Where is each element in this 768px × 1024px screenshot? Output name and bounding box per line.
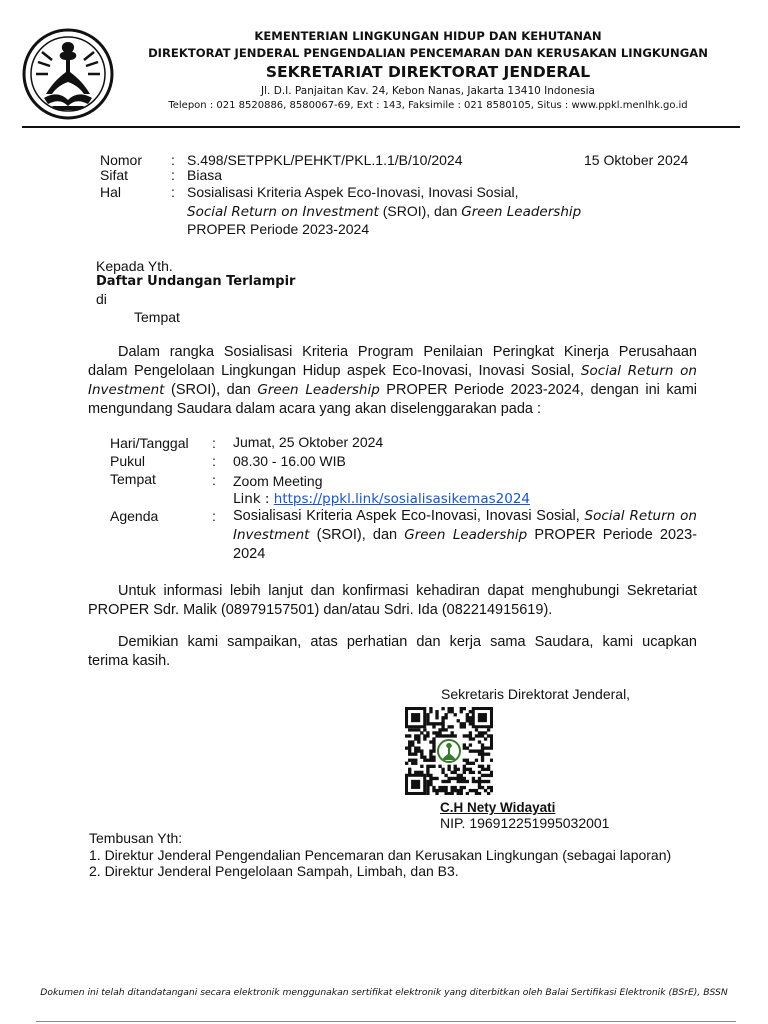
- agenda-line-2-end: PROPER Periode 2023-: [527, 527, 697, 543]
- cc-item-1: 1. Direktur Jenderal Pengendalian Pencemaran dan Kerusakan Lingkungan (sebagai laporan): [89, 847, 672, 863]
- agenda-italic-green-leadership: Green Leadership: [404, 527, 528, 543]
- zoom-meeting-link[interactable]: https://ppkl.link/sosialisasikemas2024: [273, 491, 530, 507]
- event-pukul-label: Pukul: [110, 453, 146, 469]
- agenda-line-1-text: Sosialisasi Kriteria Aspek Eco-Inovasi, Inovasi Sosial,: [233, 508, 585, 524]
- hal-label: Hal: [100, 184, 122, 200]
- agenda-line-2-mid: (SROI), dan: [309, 527, 405, 543]
- event-agenda-label: Agenda: [110, 508, 159, 524]
- hal-line-2-mid: (SROI), dan: [378, 203, 462, 219]
- event-hari-value: Jumat, 25 Oktober 2024: [233, 434, 384, 450]
- signatory-nip: NIP. 196912251995032001: [440, 815, 610, 831]
- paragraph-1-line-3-mid: (SROI), dan: [164, 382, 258, 398]
- agenda-italic-sroi: Social Return on: [584, 508, 697, 524]
- paragraph-2: [88, 582, 697, 620]
- event-tempat-value: Zoom Meeting: [233, 473, 323, 489]
- paragraph-1-italic-sroi: Social Return on: [580, 363, 697, 379]
- hal-line-3: PROPER Periode 2023-2024: [187, 221, 370, 237]
- paragraph-3-line-2: terima kasih.: [88, 653, 171, 669]
- event-link-label: Link :: [233, 491, 274, 507]
- paragraph-1-line-1: Dalam rangka Sosialisasi Kriteria Program Penilaian Peringkat Kinerja Perusahaan: [118, 344, 697, 360]
- nomor-label: Nomor: [100, 152, 143, 168]
- cc-item-2: 2. Direktur Jenderal Pengelolaan Sampah, Limbah, dan B3.: [89, 863, 459, 879]
- nomor-colon: :: [171, 152, 175, 168]
- paragraph-1-italic-investment: Investment: [88, 382, 165, 398]
- letterhead-contact: Telepon : 021 8520886, 8580067-69, Ext : 143, Faksimile : 021 8580105, Situs : www.ppkl.menlhk.go.id: [168, 100, 688, 111]
- hal-line-1: Sosialisasi Kriteria Aspek Eco-Inovasi, Inovasi Sosial,: [187, 184, 519, 200]
- paragraph-1-italic-green-leadership: Green Leadership: [257, 382, 380, 398]
- event-agenda-colon: :: [212, 508, 216, 524]
- agenda-italic-investment: Investment: [233, 527, 310, 543]
- event-agenda-value: [233, 507, 697, 564]
- paragraph-2-line-1: Untuk informasi lebih lanjut dan konfirmasi kehadiran dapat menghubungi Sekretariat: [118, 583, 697, 599]
- directorate-name: DIREKTORAT JENDERAL PENGENDALIAN PENCEMARAN DAN KERUSAKAN LINGKUNGAN: [148, 46, 708, 60]
- paragraph-1: [88, 343, 697, 419]
- letterhead-divider: [22, 126, 740, 128]
- agenda-line-1: [233, 507, 697, 526]
- paragraph-2-line-2: PROPER Sdr. Malik (08979157501) dan/atau Sdri. Ida (082214915619).: [88, 602, 553, 618]
- addressee-place: Tempat: [134, 309, 180, 325]
- event-link-row: [233, 490, 530, 507]
- event-pukul-colon: :: [212, 453, 216, 469]
- paragraph-1-line-4: mengundang Saudara dalam acara yang akan diselenggarakan pada :: [88, 401, 542, 417]
- cc-title: Tembusan Yth:: [89, 830, 183, 846]
- event-tempat-colon: :: [212, 472, 216, 488]
- paragraph-1-line-2: [88, 362, 697, 381]
- secretariat-name: SEKRETARIAT DIREKTORAT JENDERAL: [265, 63, 591, 81]
- e-signature-note: Dokumen ini telah ditandatangani secara elektronik menggunakan sertifikat elektronik yang diterbitkan oleh Balai Sertifikasi Elektronik (BSrE), BSSN: [40, 987, 728, 998]
- event-tempat-label: Tempat: [110, 471, 156, 487]
- sifat-label: Sifat: [100, 167, 129, 183]
- event-hari-label: Hari/Tanggal: [110, 435, 189, 451]
- nomor-value: S.498/SETPPKL/PEHKT/PKL.1.1/B/10/2024: [187, 152, 463, 168]
- hal-italic-green-leadership: Green Leadership: [461, 204, 582, 220]
- sifat-colon: :: [171, 167, 175, 183]
- letter-date: 15 Oktober 2024: [584, 152, 689, 168]
- sifat-value: Biasa: [187, 167, 223, 183]
- hal-italic-sroi: Social Return on Investment: [187, 204, 379, 220]
- hal-colon: :: [171, 184, 175, 200]
- signature-qr-code: [405, 707, 493, 795]
- paragraph-1-line-3-end: PROPER Periode 2023-2024, dengan ini kami: [379, 382, 698, 398]
- paragraph-3-line-1: Demikian kami sampaikan, atas perhatian dan kerja sama Saudara, kami ucapkan: [118, 634, 697, 650]
- addressee-name: Daftar Undangan Terlampir: [96, 274, 296, 289]
- hal-line-2: [187, 203, 581, 220]
- paragraph-3: [88, 633, 697, 671]
- letterhead-address: Jl. D.I. Panjaitan Kav. 24, Kebon Nanas, Jakarta 13410 Indonesia: [261, 85, 595, 97]
- ministry-logo: [22, 28, 114, 120]
- event-pukul-value: 08.30 - 16.00 WIB: [233, 453, 346, 469]
- ministry-name: KEMENTERIAN LINGKUNGAN HIDUP DAN KEHUTANAN: [254, 29, 602, 43]
- agenda-line-3: 2024: [233, 546, 266, 562]
- paragraph-1-line-2-text: dalam Pengelolaan Lingkungan Hidup aspek Eco-Inovasi, Inovasi Sosial,: [88, 363, 581, 379]
- addressee-di: di: [96, 291, 107, 307]
- event-hari-colon: :: [212, 435, 216, 451]
- addressee-greeting: Kepada Yth.: [96, 258, 173, 274]
- signatory-name: C.H Nety Widayati: [440, 800, 556, 815]
- agenda-line-2: [233, 526, 697, 545]
- signatory-title: Sekretaris Direktorat Jenderal,: [441, 686, 631, 702]
- paragraph-1-line-3: [88, 381, 697, 400]
- footer-divider: [36, 1021, 736, 1022]
